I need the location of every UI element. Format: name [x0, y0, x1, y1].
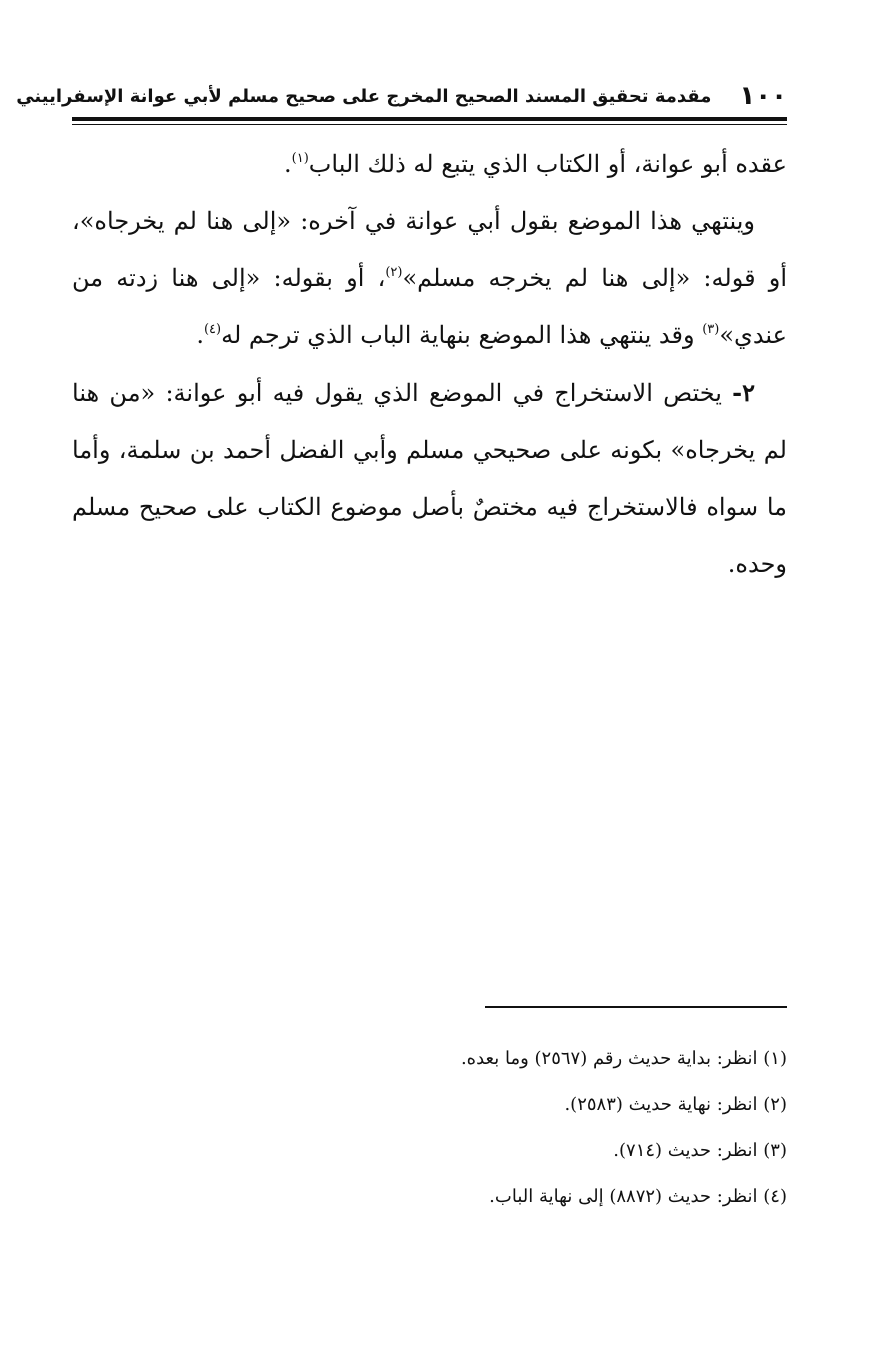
footnote-ref-3: (٣)	[702, 322, 720, 337]
paragraph-3-text: يختص الاستخراج في الموضع الذي يقول فيه أبو عوانة: «من هنا لم يخرجاه» بكونه على صحيحي مسلم وأبي الفضل أحمد بن سلمة، وأما ما سواه فالاستخراج فيه مختصٌ بأصل موضوع الكتاب على صحيح مسلم وحده.	[72, 379, 787, 578]
paragraph-3	[72, 364, 787, 593]
footnote-4: (٤) انظر: حديث (٨٨٧٢) إلى نهاية الباب.	[489, 1186, 787, 1207]
page-number: ١٠٠	[739, 81, 787, 111]
footnotes	[72, 1036, 787, 1220]
item-number: ٢-	[732, 378, 755, 407]
running-header	[16, 76, 787, 116]
main-text	[72, 136, 787, 593]
paragraph-1-text: عقده أبو عوانة، أو الكتاب الذي يتبع له ذلك الباب	[308, 150, 787, 178]
paragraph-2-part-a: وينتهي هذا الموضع بقول أبي عوانة في آخره: «إلى هنا لم يخرجاه»، أو قوله: «إلى هنا لم يخرجه مسلم»	[72, 207, 787, 292]
paragraph-2-part-c: وقد ينتهي هذا الموضع بنهاية الباب الذي ترجم له	[221, 321, 703, 349]
footnote-separator	[485, 1006, 787, 1008]
paragraph-2-part-b: ، أو بقوله: «إلى هنا زدته من عندي»	[72, 264, 787, 349]
footnote-1: (١) انظر: بداية حديث رقم (٢٥٦٧) وما بعده.	[460, 1048, 787, 1069]
footnote-2: (٢) انظر: نهاية حديث (٢٥٨٣).	[564, 1094, 787, 1115]
paragraph-1-end: .	[284, 150, 292, 178]
footnote-3: (٣) انظر: حديث (٧١٤).	[613, 1140, 787, 1161]
running-title: مقدمة تحقيق المسند الصحيح المخرج على صحيح مسلم لأبي عوانة الإسفراييني	[16, 85, 712, 107]
footnote-ref-4: (٤)	[203, 322, 222, 337]
paragraph-1	[72, 136, 787, 193]
header-rule-thin	[72, 124, 787, 125]
header-rule-thick	[72, 117, 787, 121]
footnote-ref-1: (١)	[291, 151, 309, 166]
footnote-ref-2: (٢)	[385, 265, 403, 280]
paragraph-2	[72, 193, 787, 364]
paragraph-2-end: .	[196, 321, 204, 349]
